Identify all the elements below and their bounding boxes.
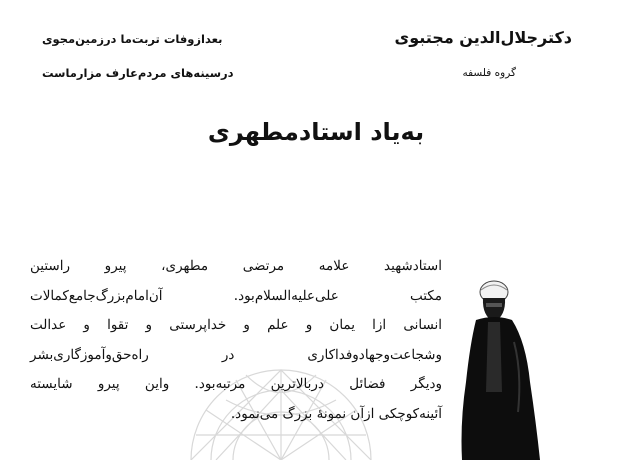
epigraph-line-1: بعدازوفات تربت‌ما درزمین‌مجوی [42,32,223,46]
body-line: آئینه‌کوچکی ازآن نمونهٔ بزرگ می‌نمود. [230,405,442,422]
portrait-silhouette-icon [456,272,546,460]
body-line: استادشهید علامه مرتضی مطهری، پیرو راستین [30,258,442,274]
body-line: ودیگر فضائل دربالاترین مرتبه‌بود. واین پیرو شایسته [30,376,442,392]
article-title: به‌یاد استادمطهری [207,118,425,146]
body-line: مکتب علی‌علیه‌السلام‌بود. آن‌امام‌بزرگ‌جامع‌کمالات [30,287,442,304]
body-line: انسانی ازا یمان و علم و خداپرستی و تقوا و عدالت [30,317,442,333]
epigraph-line-2: درسینه‌های مردم‌عارف مزارماست [42,66,234,80]
author-department: گروه فلسفه [462,67,516,79]
article-body [30,252,442,429]
body-line: وشجاعت‌وجهادوفداکاری در راه‌حق‌وآموزگاری‌بشر [30,346,442,363]
author-name: دکترجلال‌الدین مجتبوی [394,28,572,47]
